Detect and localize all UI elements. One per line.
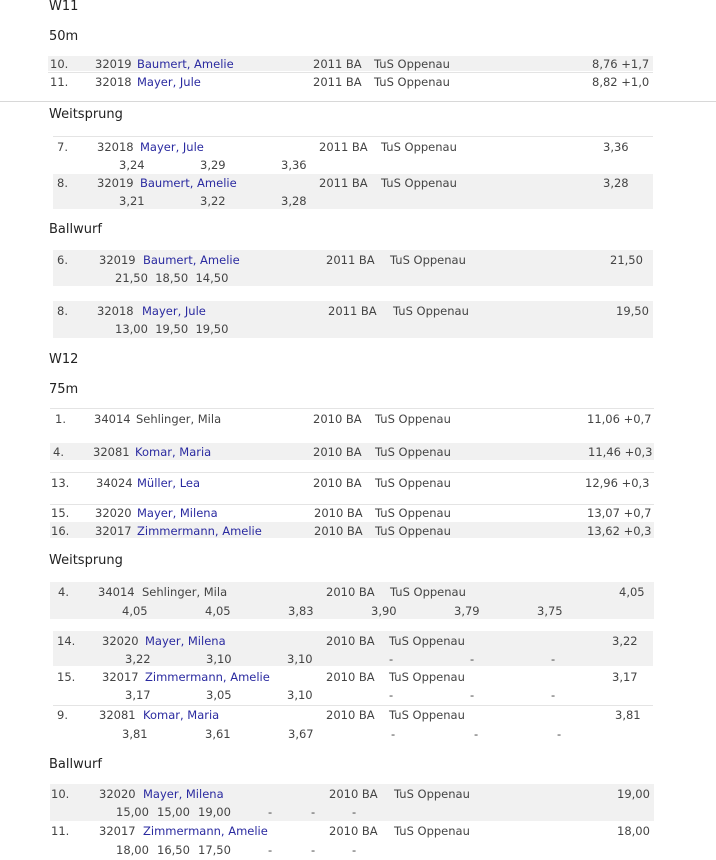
- rank: 15.: [57, 670, 76, 684]
- club-name: TuS Oppenau: [375, 476, 451, 490]
- birth-year: 2010 BA: [326, 585, 375, 599]
- attempt-value: 16,50: [157, 843, 190, 857]
- club-name: TuS Oppenau: [375, 445, 451, 459]
- attempt-value: 19,00: [198, 805, 231, 819]
- result-value: 11,06 +0,7: [587, 412, 652, 426]
- attempt-value: 3,10: [287, 652, 313, 666]
- rank: 9.: [57, 708, 68, 722]
- athlete-link[interactable]: Zimmermann, Amelie: [137, 524, 262, 538]
- athlete-link[interactable]: Komar, Maria: [135, 445, 212, 459]
- athlete-name: Sehlinger, Mila: [142, 585, 228, 599]
- athlete-link[interactable]: Baumert, Amelie: [137, 57, 234, 71]
- birth-year: 2011 BA: [326, 253, 375, 267]
- birth-year: 2010 BA: [314, 524, 363, 538]
- bib-number: 32020: [99, 787, 136, 801]
- attempt-value: 3,22: [200, 194, 226, 208]
- athlete-link[interactable]: Mayer, Milena: [145, 634, 226, 648]
- attempt-value: 3,79: [454, 604, 480, 618]
- attempt-value: 4,05: [122, 604, 148, 618]
- group-heading-w11: W11: [49, 0, 79, 14]
- bib-number: 32018: [95, 75, 132, 89]
- attempt-value: 3,90: [371, 604, 397, 618]
- athlete-link[interactable]: Baumert, Amelie: [140, 176, 237, 190]
- rank: 10.: [50, 57, 69, 71]
- attempt-value: 3,75: [537, 604, 563, 618]
- bib-number: 32018: [97, 140, 134, 154]
- result-value: 19,00: [617, 787, 650, 801]
- result-value: 21,50: [610, 253, 643, 267]
- attempt-value: 4,05: [205, 604, 231, 618]
- result-value: 3,22: [612, 634, 638, 648]
- attempt-value: 3,10: [287, 688, 313, 702]
- event-heading-weitsprung: Weitsprung: [49, 553, 123, 568]
- attempt-value: -: [268, 843, 273, 857]
- club-name: TuS Oppenau: [374, 75, 450, 89]
- bib-number: 32020: [102, 634, 139, 648]
- result-value: 13,07 +0,7: [587, 506, 652, 520]
- bib-number: 32020: [95, 506, 132, 520]
- athlete-link[interactable]: Komar, Maria: [143, 708, 220, 722]
- bib-number: 32017: [102, 670, 139, 684]
- bib-number: 34024: [96, 476, 133, 490]
- athlete-link[interactable]: Mayer, Jule: [137, 75, 201, 89]
- bib-number: 34014: [98, 585, 135, 599]
- bib-number: 34014: [94, 412, 131, 426]
- athlete-link[interactable]: Zimmermann, Amelie: [145, 670, 270, 684]
- result-value: 4,05: [619, 585, 645, 599]
- birth-year: 2010 BA: [313, 412, 362, 426]
- attempt-value: -: [551, 652, 556, 666]
- attempt-value: -: [352, 843, 357, 857]
- event-heading-75m: 75m: [49, 382, 79, 397]
- result-value: 13,62 +0,3: [587, 524, 652, 538]
- birth-year: 2011 BA: [319, 176, 368, 190]
- result-value: 18,00: [617, 824, 650, 838]
- result-value: 12,96 +0,3: [585, 476, 650, 490]
- attempt-value: 3,29: [200, 158, 226, 172]
- bib-number: 32017: [99, 824, 136, 838]
- row-divider: [50, 472, 654, 473]
- birth-year: 2011 BA: [313, 75, 362, 89]
- birth-year: 2010 BA: [326, 670, 375, 684]
- attempt-value: 3,24: [119, 158, 145, 172]
- row-divider: [48, 72, 653, 73]
- club-name: TuS Oppenau: [375, 524, 451, 538]
- birth-year: 2010 BA: [329, 824, 378, 838]
- attempt-value: -: [391, 727, 396, 741]
- event-heading-weitsprung: Weitsprung: [49, 107, 123, 122]
- attempt-value: 3,83: [288, 604, 314, 618]
- club-name: TuS Oppenau: [389, 708, 465, 722]
- group-heading-w12: W12: [49, 352, 79, 367]
- attempt-value: -: [470, 652, 475, 666]
- birth-year: 2010 BA: [313, 445, 362, 459]
- club-name: TuS Oppenau: [390, 585, 466, 599]
- rank: 15.: [51, 506, 70, 520]
- result-value: 3,81: [615, 708, 641, 722]
- attempt-value: 3,05: [206, 688, 232, 702]
- attempt-value: -: [389, 688, 394, 702]
- attempt-value: 3,10: [206, 652, 232, 666]
- result-value: 3,28: [603, 176, 629, 190]
- rank: 4.: [58, 585, 69, 599]
- athlete-link[interactable]: Mayer, Milena: [143, 787, 224, 801]
- result-value: 19,50: [616, 304, 649, 318]
- attempt-value: -: [551, 688, 556, 702]
- club-name: TuS Oppenau: [381, 140, 457, 154]
- club-name: TuS Oppenau: [394, 787, 470, 801]
- rank: 13.: [51, 476, 70, 490]
- result-value: 8,82 +1,0: [592, 75, 650, 89]
- row-divider: [50, 408, 654, 409]
- rank: 6.: [57, 253, 68, 267]
- club-name: TuS Oppenau: [389, 670, 465, 684]
- birth-year: 2010 BA: [329, 787, 378, 801]
- attempt-value: -: [557, 727, 562, 741]
- birth-year: 2010 BA: [326, 634, 375, 648]
- attempt-value: 3,21: [119, 194, 145, 208]
- attempt-value: 15,00: [116, 805, 149, 819]
- athlete-link[interactable]: Mayer, Jule: [142, 304, 206, 318]
- row-divider: [53, 136, 653, 137]
- bib-number: 32019: [95, 57, 132, 71]
- bib-number: 32019: [97, 176, 134, 190]
- page-divider: [0, 101, 716, 102]
- attempt-value: -: [474, 727, 479, 741]
- event-heading-ballwurf: Ballwurf: [49, 222, 102, 237]
- result-value: 3,36: [603, 140, 629, 154]
- event-heading-50m: 50m: [49, 29, 79, 44]
- rank: 16.: [51, 524, 70, 538]
- rank: 7.: [57, 140, 68, 154]
- attempt-value: 18,00: [116, 843, 149, 857]
- bib-number: 32019: [99, 253, 136, 267]
- club-name: TuS Oppenau: [390, 253, 466, 267]
- birth-year: 2010 BA: [326, 708, 375, 722]
- event-heading-ballwurf: Ballwurf: [49, 757, 102, 772]
- athlete-link[interactable]: Mayer, Milena: [137, 506, 218, 520]
- club-name: TuS Oppenau: [381, 176, 457, 190]
- result-value: 11,46 +0,3: [588, 445, 653, 459]
- attempt-value: 17,50: [198, 843, 231, 857]
- attempt-value: -: [311, 805, 316, 819]
- athlete-link[interactable]: Mayer, Jule: [140, 140, 204, 154]
- birth-year: 2011 BA: [313, 57, 362, 71]
- attempts-list: 13,00 19,50 19,50: [115, 322, 229, 336]
- bib-number: 32018: [97, 304, 134, 318]
- attempt-value: -: [268, 805, 273, 819]
- rank: 8.: [57, 176, 68, 190]
- attempt-value: -: [311, 843, 316, 857]
- attempt-value: 3,67: [288, 727, 314, 741]
- attempt-value: -: [389, 652, 394, 666]
- result-value: 3,17: [612, 670, 638, 684]
- attempt-value: -: [470, 688, 475, 702]
- club-name: TuS Oppenau: [394, 824, 470, 838]
- rank: 1.: [55, 412, 66, 426]
- attempt-value: 3,28: [281, 194, 307, 208]
- club-name: TuS Oppenau: [374, 57, 450, 71]
- rank: 11.: [50, 75, 69, 89]
- attempt-value: -: [352, 805, 357, 819]
- birth-year: 2011 BA: [328, 304, 377, 318]
- athlete-link[interactable]: Zimmermann, Amelie: [143, 824, 268, 838]
- rank: 14.: [57, 634, 76, 648]
- birth-year: 2010 BA: [314, 506, 363, 520]
- attempt-value: 15,00: [157, 805, 190, 819]
- attempt-value: 3,81: [122, 727, 148, 741]
- club-name: TuS Oppenau: [375, 412, 451, 426]
- rank: 4.: [53, 445, 64, 459]
- attempt-value: 3,61: [205, 727, 231, 741]
- birth-year: 2011 BA: [319, 140, 368, 154]
- club-name: TuS Oppenau: [393, 304, 469, 318]
- rank: 10.: [51, 787, 70, 801]
- rank: 8.: [57, 304, 68, 318]
- athlete-name: Sehlinger, Mila: [136, 412, 222, 426]
- birth-year: 2010 BA: [313, 476, 362, 490]
- row-divider: [50, 504, 654, 505]
- bib-number: 32081: [93, 445, 130, 459]
- club-name: TuS Oppenau: [375, 506, 451, 520]
- attempt-value: 3,17: [125, 688, 151, 702]
- attempt-value: 3,36: [281, 158, 307, 172]
- club-name: TuS Oppenau: [389, 634, 465, 648]
- athlete-link[interactable]: Müller, Lea: [137, 476, 201, 490]
- bib-number: 32081: [99, 708, 136, 722]
- row-divider: [53, 705, 653, 706]
- athlete-link[interactable]: Baumert, Amelie: [143, 253, 240, 267]
- rank: 11.: [51, 824, 70, 838]
- bib-number: 32017: [95, 524, 132, 538]
- attempt-value: 3,22: [125, 652, 151, 666]
- result-value: 8,76 +1,7: [592, 57, 650, 71]
- attempts-list: 21,50 18,50 14,50: [115, 271, 229, 285]
